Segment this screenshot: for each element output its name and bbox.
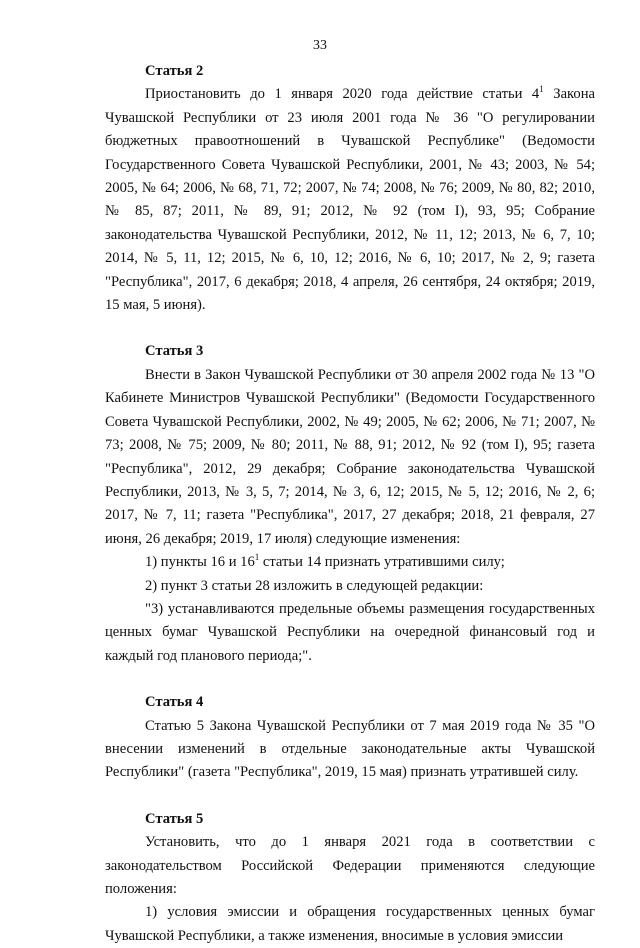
article-spacer <box>105 785 595 808</box>
article-paragraph <box>105 551 595 574</box>
paragraph-text: Закона Чувашской Республики от 23 июля 2001 года № 36 "О регулировании бюджетных правоотношений в Чувашской Республике" (Ведомости Государственного Совета Чувашской Республики, 2001, № 43; 2003, № 54; 2005, № 64; 2006, № 68, 71, 72; 2007, № 74; 2008, № 76; 2009, № 80, 82; 2010, № 85, 87; 2011, № 89, 91; 2012, № 92 (том I), 93, 95; Собрание законодательства Чувашской Республики, 2012, № 11, 12; 2013, № 6, 7, 10; 2014, № 5, 11, 12; 2015, № 6, 10, 12; 2016, № 6, 10; 2017, № 2, 9; газета "Республика", 2017, 6 декабря; 2018, 4 апреля, 26 сентября, 24 октября; 2019, 15 мая, 5 июня). <box>105 86 595 314</box>
article-paragraph <box>105 598 595 668</box>
paragraph-text: 2) пункт 3 статьи 28 изложить в следующей редакции: <box>145 577 484 594</box>
article-paragraph <box>105 83 595 317</box>
paragraph-text: Установить, что до 1 января 2021 года в соответствии с законодательством Российской Федерации применяются следующие положения: <box>105 834 595 897</box>
superscript-index: 1 <box>539 84 544 95</box>
article-title: Статья 3 <box>145 343 204 360</box>
article-title: Статья 4 <box>145 694 204 711</box>
article-paragraph <box>105 831 595 901</box>
document-body <box>105 60 595 948</box>
article-title: Статья 2 <box>145 63 204 79</box>
paragraph-text: Приостановить до 1 января 2020 года действие статьи 4 <box>145 86 540 103</box>
paragraph-text: 1) пункты 16 и 16 <box>145 554 255 571</box>
paragraph-text: Статью 5 Закона Чувашской Республики от 7 мая 2019 года № 35 "О внесении изменений в отдельные законодательные акты Чувашской Республики" (газета "Республика", 2019, 15 мая) признать утратившей силу. <box>105 717 595 781</box>
paragraph-text: 1) условия эмиссии и обращения государственных ценных бумаг Чувашской Республики, а также изменения, вносимые в условия эмиссии <box>105 904 595 944</box>
article-title: Статья 5 <box>145 810 204 827</box>
superscript-index: 1 <box>254 552 260 563</box>
article-paragraph <box>105 901 595 948</box>
page-number: 33 <box>313 38 327 53</box>
article-spacer <box>105 317 595 340</box>
article-paragraph <box>105 575 595 598</box>
article-spacer <box>105 668 595 691</box>
paragraph-text: "3) устанавливаются предельные объемы размещения государственных ценных бумаг Чувашской Республики на очередной финансовый год и каждый год планового периода;". <box>105 600 595 664</box>
paragraph-text: Внести в Закон Чувашской Республики от 30 апреля 2002 года № 13 "О Кабинете Министров Чувашской Республики" (Ведомости Государственного Совета Чувашской Республики, 2002, № 49; 2005, № 62; 2006, № 71; 2007, № 73; 2008, № 75; 2009, № 80; 2011, № 88, 91; 2012, № 92 (том I), 95; газета "Республика", 2012, 29 декабря; Собрание законодательства Чувашской Республики, 2013, № 3, 5, 7; 2014, № 3, 6, 12; 2015, № 5, 12; 2016, № 2, 6; 2017, № 7, 11; газета "Республика", 2017, 27 декабря; 2018, 21 февраля, 27 июня, 26 декабря; 2019, 17 июля) следующие изменения: <box>105 366 595 547</box>
paragraph-text: статьи 14 признать утратившими силу; <box>259 554 505 571</box>
article-paragraph <box>105 364 595 551</box>
article-paragraph <box>105 715 595 785</box>
